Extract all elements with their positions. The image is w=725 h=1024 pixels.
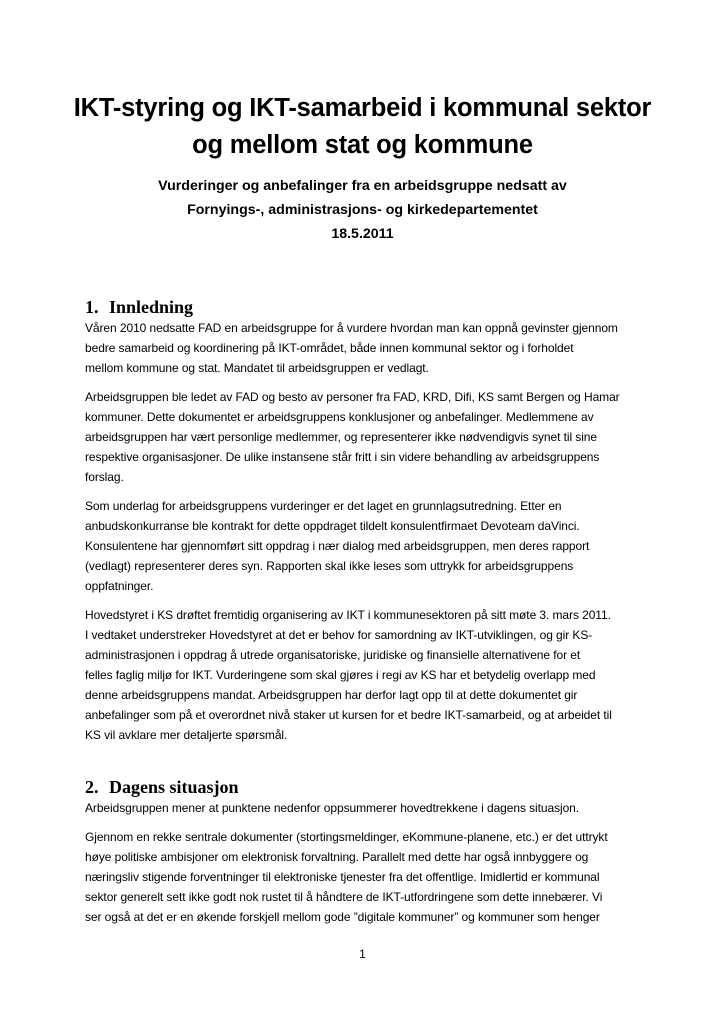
paragraph-1-3 [85,496,645,596]
text-line: bedre samarbeid og koordinering på IKT-området, både innen kommunal sektor og i forholdet [85,341,574,355]
document-title [60,90,665,164]
subtitle-line-1: Vurderinger og anbefalinger fra en arbeidsgruppe nedsatt av [158,178,567,194]
text-line: felles faglig miljø for IKT. Vurderingene som skal gjøres i regi av KS har et betydelig overlapp med [85,668,596,682]
section-heading-innledning [85,296,645,318]
text-line: arbeidsgruppen har vært personlige medlemmer, og representerer ikke nødvendigvis synet til sine [85,430,597,444]
text-line: høye politiske ambisjoner om elektronisk forvaltning. Parallelt med dette har også innbyggere og [85,850,589,864]
text-line: anbefalinger som på et overordnet nivå staker ut kursen for et bedre IKT-samarbeid, og at arbeidet til [85,708,612,722]
text-line: Arbeidsgruppen ble ledet av FAD og besto av personer fra FAD, KRD, Difi, KS samt Bergen og Hamar [85,390,620,404]
section-heading-dagens-situasjon [85,776,645,798]
document-date: 18.5.2011 [331,226,394,242]
paragraph-2-2 [85,827,645,927]
text-line: Hovedstyret i KS drøftet fremtidig organisering av IKT i kommunesektoren på sitt møte 3. mars 2011. [85,608,611,622]
document-subtitle [60,174,665,246]
paragraph-2-1 [85,798,645,818]
text-line: Som underlag for arbeidsgruppens vurderinger er det laget en grunnlagsutredning. Etter en [85,499,562,513]
paragraph-1-2 [85,387,645,487]
title-line-2: og mellom stat og kommune [192,131,533,159]
section-title: Innledning [109,297,194,317]
section-title: Dagens situasjon [109,777,239,797]
text-line: mellom kommune og stat. Mandatet til arbeidsgruppen er vedlagt. [85,361,429,375]
text-line: næringsliv stigende forventninger til elektroniske tjenester fra det offentlige. Imidlertid er kommunal [85,870,600,884]
paragraph-1-1 [85,318,645,378]
section-number: 2. [85,777,99,797]
text-line: Våren 2010 nedsatte FAD en arbeidsgruppe for å vurdere hvordan man kan oppnå gevinster gjennom [85,321,618,335]
title-line-1: IKT-styring og IKT-samarbeid i kommunal sektor [73,94,652,122]
document-body [85,296,645,936]
text-line: denne arbeidsgruppens mandat. Arbeidsgruppen har derfor lagt opp til at dette dokumentet gir [85,688,578,702]
paragraph-1-4 [85,605,645,745]
text-line: respektive organisasjoner. De ulike instansene står fritt i sin videre behandling av arbeidsgruppens [85,450,600,464]
text-line: administrasjonen i oppdrag å utrede organisatoriske, juridiske og finansielle alternativene for et [85,648,581,662]
text-line: anbudskonkurranse ble kontrakt for dette oppdraget tildelt konsulentfirmaet Devoteam daVinci. [85,519,580,533]
text-line: oppfatninger. [85,579,154,593]
text-line: (vedlagt) representerer deres syn. Rapporten skal ikke leses som uttrykk for arbeidsgruppens [85,559,574,573]
text-line: ser også at det er en økende forskjell mellom gode ”digitale kommuner” og kommuner som henger [85,910,600,924]
text-line: KS vil avklare mer detaljerte spørsmål. [85,728,288,742]
text-line: Arbeidsgruppen mener at punktene nedenfor oppsummerer hovedtrekkene i dagens situasjon. [85,801,580,815]
text-line: Konsulentene har gjennomført sitt oppdrag i nær dialog med arbeidsgruppen, men deres rapport [85,539,590,553]
subtitle-line-2: Fornyings-, administrasjons- og kirkedepartementet [187,202,538,218]
text-line: I vedtaket understreker Hovedstyret at det er behov for samordning av IKT-utviklingen, og gir KS- [85,628,593,642]
text-line: Gjennom en rekke sentrale dokumenter (stortingsmeldinger, eKommune-planene, etc.) er det uttrykt [85,830,608,844]
section-number: 1. [85,297,99,317]
text-line: sektor generelt sett ikke godt nok rustet til å håndtere de IKT-utfordringene som dette innebærer. Vi [85,890,603,904]
text-line: kommuner. Dette dokumentet er arbeidsgruppens konklusjoner og anbefalinger. Medlemmene av [85,410,594,424]
page-number: 1 [359,947,366,961]
text-line: forslag. [85,470,124,484]
